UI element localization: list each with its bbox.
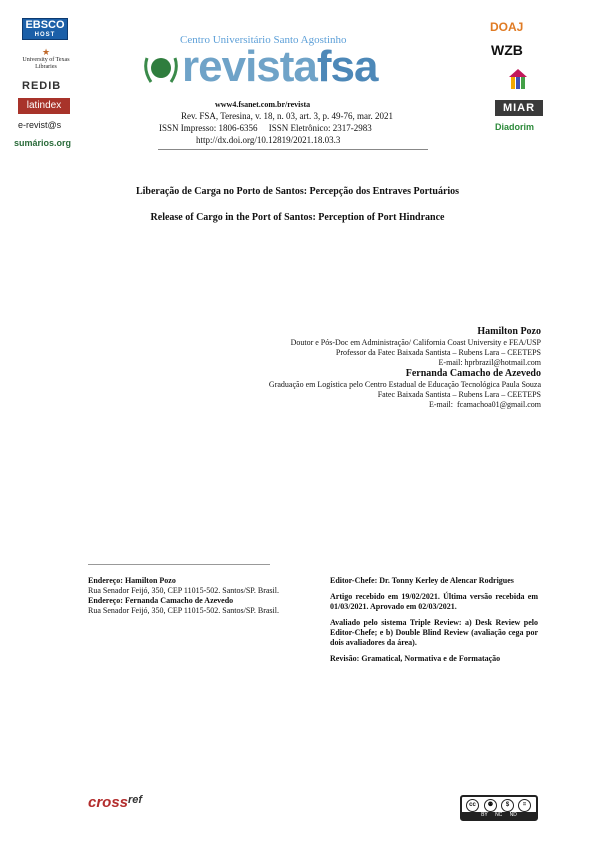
- crossref-logo-main: cross: [88, 794, 129, 811]
- texas-star-icon: ★: [41, 47, 51, 57]
- diadorim-logo: Diadorim: [495, 122, 535, 132]
- author-affiliation: Fatec Baixada Santista – Rubens Lara – CEETEPS: [377, 390, 541, 399]
- creative-commons-license-badge[interactable]: [460, 795, 538, 821]
- address-text: Rua Senador Feijó, 350, CEP 11015-502. Santos/SP. Brasil.: [88, 606, 279, 615]
- author-affiliation: Graduação em Logística pelo Centro Estadual de Educação Tecnológica Paula Souza: [268, 380, 541, 389]
- author-affiliation: Professor da Fatec Baixada Santista – Rubens Lara – CEETEPS: [335, 348, 541, 357]
- author-name: Hamilton Pozo: [477, 326, 541, 337]
- journal-url[interactable]: www4.fsanet.com.br/revista: [215, 100, 311, 109]
- editor-in-chief: Editor-Chefe: Dr. Tonny Kerley de Alencar Rodrigues: [330, 576, 514, 585]
- latindex-logo: latindex: [18, 98, 70, 114]
- submission-dates: Artigo recebido em 19/02/2021. Última versão recebida em 01/03/2021. Aprovado em 02/03/2021.: [330, 592, 538, 611]
- noncommercial-icon: $: [501, 799, 514, 812]
- author-email[interactable]: E-mail: fcamachoa01@gmail.com: [429, 400, 541, 409]
- article-doi-link[interactable]: http://dx.doi.org/10.12819/2021.18.03.3: [196, 135, 341, 145]
- address-label: Endereço: Fernanda Camacho de Azevedo: [88, 596, 234, 605]
- cc-icon: cc: [466, 799, 479, 812]
- miar-logo: MIAR: [495, 100, 543, 116]
- doaj-logo: DOAJ: [490, 20, 524, 34]
- article-title-english: Release of Cargo in the Port of Santos: Perception of Port Hindrance: [150, 212, 445, 223]
- house-logo-icon: [508, 68, 528, 90]
- address-text: Rua Senador Feijó, 350, CEP 11015-502. Santos/SP. Brasil.: [88, 586, 279, 595]
- revision-note: Revisão: Gramatical, Normativa e de Formatação: [330, 654, 501, 663]
- address-column: [88, 576, 306, 616]
- institution-name: Centro Universitário Santo Agostinho: [180, 34, 347, 46]
- license-terms: BY NC ND: [462, 812, 536, 819]
- review-system: Avaliado pelo sistema Triple Review: a) Desk Review pelo Editor-Chefe; e b) Double Blind Review (avaliação cega por dois avaliadores da área).: [330, 618, 538, 647]
- revista-fsa-logo: [182, 44, 377, 90]
- authors-block: [269, 326, 541, 410]
- erevistas-logo: e-revist@s: [18, 120, 62, 130]
- header-divider: [158, 149, 428, 150]
- noderivatives-icon: =: [518, 799, 531, 812]
- crossref-logo[interactable]: [88, 794, 142, 811]
- address-entry: [88, 576, 306, 596]
- journal-issn: ISSN Impresso: 1806-6356 ISSN Eletrônico: 2317-2983: [159, 123, 372, 133]
- address-entry: [88, 596, 306, 616]
- article-title-portuguese: Liberação de Carga no Porto de Santos: Percepção dos Entraves Portuários: [135, 186, 460, 197]
- ebsco-logo-sub: HOST: [34, 32, 56, 38]
- ebsco-logo: [22, 18, 68, 40]
- redib-logo: REDIB: [22, 80, 62, 92]
- wzb-logo: WZB: [491, 42, 523, 58]
- editorial-column: [330, 576, 538, 670]
- texas-libraries-text: University of Texas Libraries: [22, 57, 70, 70]
- attribution-icon: ⚉: [484, 799, 497, 812]
- address-label: Endereço: Hamilton Pozo: [88, 576, 176, 585]
- fsa-logo-word: fsa: [316, 42, 378, 91]
- author-name: Fernanda Camacho de Azevedo: [405, 368, 541, 379]
- author-email[interactable]: E-mail: hprbrazil@hotmail.com: [438, 358, 541, 367]
- footnote-divider: [88, 564, 270, 565]
- sumarios-logo: sumários.org: [14, 138, 72, 148]
- unifsa-laurel-logo-icon: [143, 52, 179, 86]
- ebsco-logo-text: EBSCO: [25, 19, 65, 31]
- crossref-logo-ref: ref: [128, 794, 143, 806]
- journal-citation: Rev. FSA, Teresina, v. 18, n. 03, art. 3, p. 49-76, mar. 2021: [181, 111, 394, 121]
- author-affiliation: Doutor e Pós-Doc em Administração/ California Coast University e FEA/USP: [290, 338, 541, 347]
- author-entry: [269, 368, 541, 410]
- revista-logo-word: revista: [182, 42, 317, 91]
- texas-libraries-logo: [20, 48, 72, 78]
- author-entry: [269, 326, 541, 368]
